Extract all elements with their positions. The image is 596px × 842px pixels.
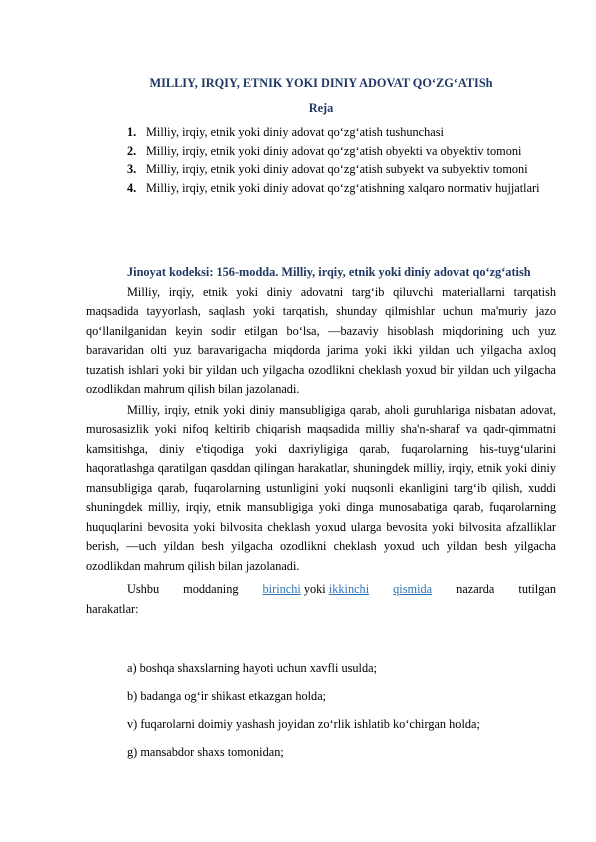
plan-item: [127, 180, 556, 198]
plan-item: [127, 143, 556, 161]
plan-item: [127, 124, 556, 142]
plan-item-number: 1.: [127, 125, 137, 139]
article-body: [86, 263, 556, 619]
paragraph-2: Milliy, irqiy, etnik yoki diniy mansubligiga qarab, aholi guruhlariga nisbatan adovat, murosasizlik yoki nifoq keltirib chiqarish maqsadida milliy sha'n-sharaf va qadr-qimmatni kamsitishga, diniy e'tiqodiga yoki daxriyligiga qarab, fuqarolarning his-tuyg‘ularini haqoratlashga qaratilgan qasddan qilingan harakatlar, shuningdek milliy, irqiy, etnik yoki diniy mansubligiga qarab, fuqarolarning ustunligini yoki nuqsonli ekanligini targ‘ib qilish, xuddi shuningdek milliy, irqiy, etnik mansubligiga yoki dinga munosabatiga qarab, fuqarolarning huquqlarini bevosita yoki bilvosita cheklash yoxud ularga bevosita yoki bilvosita afzalliklar berish, —uch yildan besh yilgacha ozodlikni cheklash yoxud uch yildan besh yilgacha ozodlikdan mahrum qilish bilan jazolanadi.: [86, 402, 556, 573]
list-item-g: g) mansabdor shaxs tomonidan;: [127, 745, 284, 759]
plan-item-text: Milliy, irqiy, etnik yoki diniy adovat qo‘zg‘atish subyekt va subyektiv tomoni: [146, 162, 528, 176]
plan-item-number: 2.: [127, 143, 137, 158]
link-qismida[interactable]: qismida: [393, 582, 433, 596]
word: yoki: [303, 582, 326, 596]
word: moddaning: [183, 582, 239, 596]
paragraph-3-line-2: harakatlar:: [86, 601, 139, 616]
plan-item-text: Milliy, irqiy, etnik yoki diniy adovat qo‘zg‘atish obyekti va obyektiv tomoni: [146, 143, 522, 158]
article-heading: Jinoyat kodeksi: 156-modda. Milliy, irqiy, etnik yoki diniy adovat qo‘zg‘atish: [127, 265, 531, 279]
plan-list: [127, 124, 556, 198]
list-item-b: b) badanga og‘ir shikast etkazgan holda;: [127, 689, 327, 703]
paragraph-1: Milliy, irqiy, etnik yoki diniy adovatni targ‘ib qiluvchi materiallarni tarqatish maqsadida tayyorlash, saqlash yoki tarqatish, shunday qilmishlar uchun ma'muriy jazo qo‘llanilganidan keyin sodir etilgan bo‘lsa, —bazaviy hisoblash miqdorining uch yuz baravaridan olti yuz baravarigacha miqdorda jarima yoki ikki yildan uch yilgacha axloq tuzatish ishlari yoki bir yildan uch yilgacha ozodlikni cheklash yoxud bir yildan uch yilgacha ozodlikdan mahrum qilish bilan jazolanadi.: [86, 284, 556, 396]
plan-item-text: Milliy, irqiy, etnik yoki diniy adovat qo‘zg‘atishning xalqaro normativ hujjatlari: [146, 180, 540, 195]
plan-item: [127, 161, 556, 179]
paragraph-3-line-1: [86, 580, 556, 600]
document-title: MILLIY, IRQIY, ETNIK YOKI DINIY ADOVAT QO‘ZG‘ATISh: [149, 76, 493, 90]
list-item-a: a) boshqa shaxslarning hayoti uchun xavfli usulda;: [127, 661, 377, 675]
plan-heading: Reja: [308, 101, 334, 115]
link-birinchi[interactable]: birinchi: [262, 582, 301, 596]
plan-item-text: Milliy, irqiy, etnik yoki diniy adovat qo‘zg‘atish tushunchasi: [146, 125, 444, 139]
word: nazarda: [456, 582, 495, 596]
word: Ushbu: [127, 582, 160, 596]
plan-item-number: 4.: [127, 180, 137, 195]
link-ikkinchi[interactable]: ikkinchi: [328, 582, 370, 596]
list-item-v: v) fuqarolarni doimiy yashash joyidan zo‘rlik ishlatib ko‘chirgan holda;: [127, 717, 480, 731]
plan-item-number: 3.: [127, 162, 137, 176]
word: tutilgan: [518, 582, 556, 596]
